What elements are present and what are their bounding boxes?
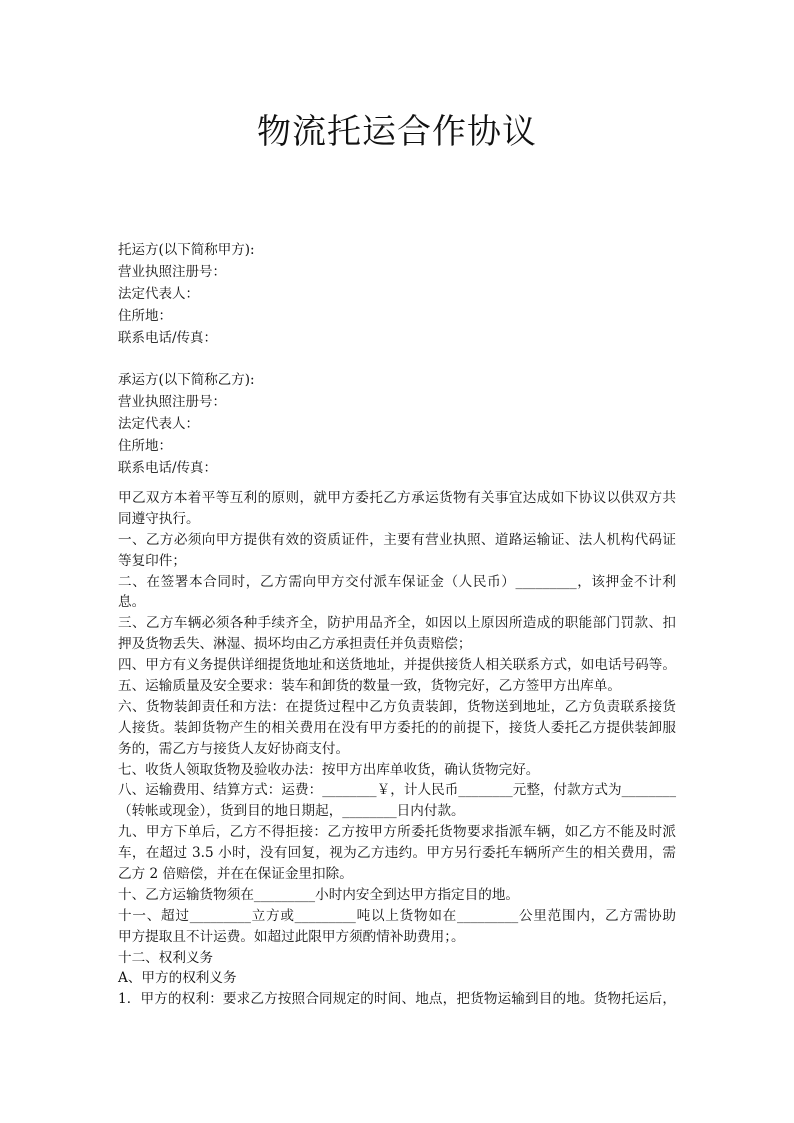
body-line: 1．甲方的权利：要求乙方按照合同规定的时间、地点，把货物运输到目的地。货物托运后， — [118, 991, 676, 1008]
body-line: 乙方 2 倍赔偿，并在在保证金里扣除。 — [118, 866, 353, 883]
agreement-body — [118, 488, 676, 1010]
body-line: 务的，需乙方与接货人友好协商支付。 — [118, 740, 350, 757]
body-line: 十一、超过_________立方或_________吨以上货物如在_________公里范围内，乙方需协助 — [118, 907, 676, 924]
document-title: 物流托运合作协议 — [257, 112, 537, 152]
party-a-line: 住所地： — [118, 308, 172, 324]
party-b-line: 法定代表人： — [118, 416, 199, 432]
body-line: A、甲方的权利义务 — [118, 970, 237, 987]
party-a-line: 托运方(以下简称甲方): — [118, 242, 255, 258]
body-line: 息。 — [118, 594, 146, 611]
party-b-info — [118, 369, 255, 479]
body-line: 六、货物装卸责任和方法：在提货过程中乙方负责装卸，货物送到地址，乙方负责联系接货 — [118, 698, 676, 715]
body-line: （转帐或现金），货到目的地日期起，________日内付款。 — [118, 803, 465, 820]
body-line: 九、甲方下单后，乙方不得拒接：乙方按甲方所委托货物要求指派车辆，如乙方不能及时派 — [118, 824, 676, 841]
body-line: 五、运输质量及安全要求：装车和卸货的数量一致，货物完好，乙方签甲方出库单。 — [118, 678, 621, 695]
body-line: 押及货物丢失、淋湿、损坏均由乙方承担责任并负责赔偿； — [118, 636, 472, 653]
party-a-line: 营业执照注册号： — [118, 264, 226, 280]
party-a-line: 联系电话/传真： — [118, 330, 218, 346]
body-line: 一、乙方必须向甲方提供有效的资质证件，主要有营业执照、道路运输证、法人机构代码证 — [118, 531, 676, 548]
body-line: 七、收货人领取货物及验收办法：按甲方出库单收货，确认货物完好。 — [118, 761, 540, 778]
body-line: 十、乙方运输货物须在_________小时内安全到达甲方指定目的地。 — [118, 886, 520, 903]
body-line: 甲方提取且不计运费。如超过此限甲方须酌情补助费用；。 — [118, 928, 465, 945]
party-b-line: 承运方(以下简称乙方): — [118, 372, 255, 388]
body-line: 同遵守执行。 — [118, 510, 200, 527]
party-b-line: 住所地： — [118, 438, 172, 454]
body-line: 二、在签署本合同时，乙方需向甲方交付派车保证金（人民币）_________，该押金不计利 — [118, 573, 676, 590]
body-line: 十二、权利义务 — [118, 949, 214, 966]
party-b-line: 联系电话/传真： — [118, 460, 218, 476]
body-line: 车，在超过 3.5 小时，没有回复，视为乙方违约。甲方另行委托车辆所产生的相关费用，需 — [118, 845, 676, 862]
body-line: 人接货。装卸货物产生的相关费用在没有甲方委托的的前提下，接货人委托乙方提供装卸服 — [118, 719, 676, 736]
party-a-line: 法定代表人： — [118, 286, 199, 302]
body-line: 三、乙方车辆必须各种手续齐全，防护用品齐全，如因以上原因所造成的职能部门罚款、扣 — [118, 615, 676, 632]
body-line: 等复印件； — [118, 552, 186, 569]
party-b-line: 营业执照注册号： — [118, 394, 226, 410]
party-a-info — [118, 239, 255, 349]
body-line: 四、甲方有义务提供详细提货地址和送货地址，并提供接货人相关联系方式，如电话号码等。 — [118, 657, 676, 674]
body-line: 甲乙双方本着平等互利的原则，就甲方委托乙方承运货物有关事宜达成如下协议以供双方共 — [118, 490, 676, 506]
body-line: 八、运输费用、结算方式：运费：________￥，计人民币________元整，付款方式为________ — [118, 782, 676, 799]
